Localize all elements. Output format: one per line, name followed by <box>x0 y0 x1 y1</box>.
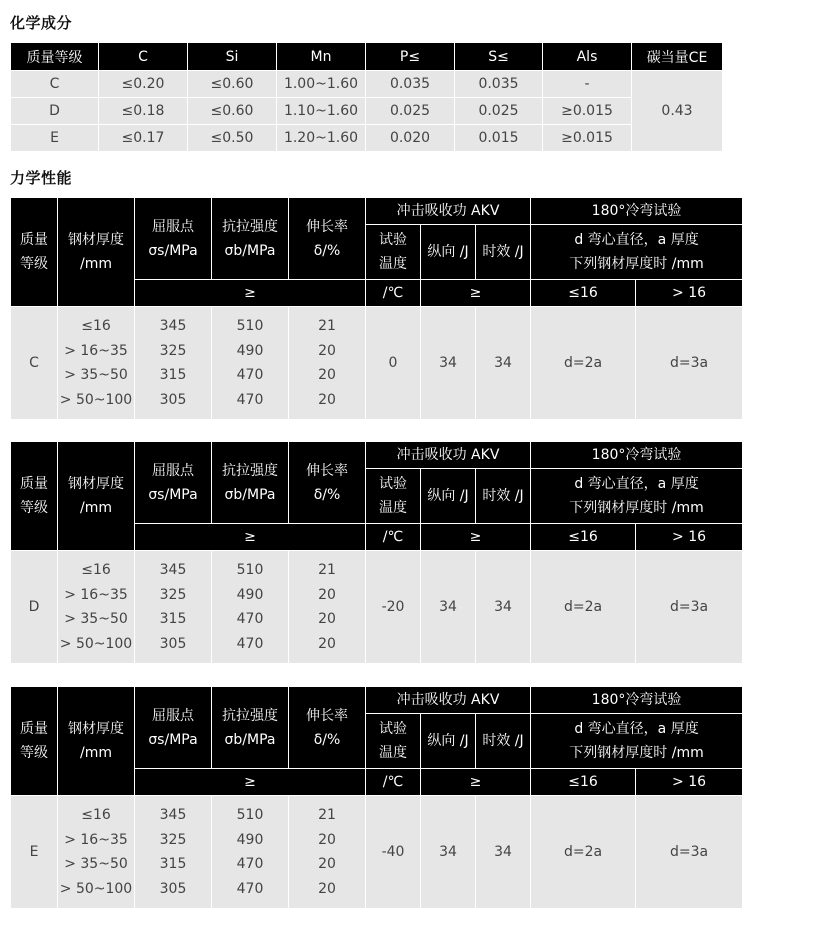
tensile-cell: 510 490 470 470 <box>212 551 289 664</box>
header-elongation: 伸长率 δ/% <box>289 198 366 280</box>
als-cell: - <box>543 71 632 98</box>
c-cell: ≤0.17 <box>99 125 188 152</box>
header-p: P≤ <box>366 43 455 71</box>
grade-cell: D <box>11 551 58 664</box>
header-ge: ≥ <box>135 280 366 307</box>
s-cell: 0.035 <box>455 71 543 98</box>
bend-le16-cell: d=2a <box>531 551 636 664</box>
si-cell: ≤0.50 <box>188 125 277 152</box>
header-cold-bend-test: 180°冷弯试验 <box>531 198 743 225</box>
temperature-cell: 0 <box>366 307 421 420</box>
longitudinal-cell: 34 <box>421 307 476 420</box>
header-ge-impact: ≥ <box>421 280 531 307</box>
als-cell: ≥0.015 <box>543 125 632 152</box>
mechanical-properties-table-0 <box>10 197 743 420</box>
header-bend-description: d 弯心直径，a 厚度 下列钢材厚度时 /mm <box>531 469 743 524</box>
mechanical-properties-table-2 <box>10 686 743 909</box>
header-row <box>11 198 743 225</box>
header-impact-energy: 冲击吸收功 AKV <box>366 442 531 469</box>
temperature-cell: -40 <box>366 796 421 909</box>
header-als: Als <box>543 43 632 71</box>
table-row <box>11 125 723 152</box>
header-elongation: 伸长率 δ/% <box>289 442 366 524</box>
header-elongation: 伸长率 δ/% <box>289 687 366 769</box>
header-row <box>11 442 743 469</box>
p-cell: 0.025 <box>366 98 455 125</box>
mn-cell: 1.00~1.60 <box>277 71 366 98</box>
chemical-header-row <box>11 43 723 71</box>
header-temp-unit: /℃ <box>366 524 421 551</box>
header-temp-unit: /℃ <box>366 769 421 796</box>
header-le16: ≤16 <box>531 524 636 551</box>
header-tensile-strength: 抗拉强度 σb/MPa <box>212 442 289 524</box>
header-ge: ≥ <box>135 769 366 796</box>
header-mn: Mn <box>277 43 366 71</box>
grade-cell: C <box>11 71 99 98</box>
grade-cell: C <box>11 307 58 420</box>
header-gt16: > 16 <box>636 769 743 796</box>
longitudinal-cell: 34 <box>421 796 476 909</box>
header-bend-description: d 弯心直径，a 厚度 下列钢材厚度时 /mm <box>531 225 743 280</box>
header-ge: ≥ <box>135 524 366 551</box>
header-thickness: 钢材厚度 /mm <box>58 198 135 307</box>
elongation-cell: 21 20 20 20 <box>289 796 366 909</box>
header-longitudinal: 纵向 /J <box>421 225 476 280</box>
mechanical-properties-table-1 <box>10 441 743 664</box>
tensile-cell: 510 490 470 470 <box>212 307 289 420</box>
bend-gt16-cell: d=3a <box>636 796 743 909</box>
header-cold-bend-test: 180°冷弯试验 <box>531 442 743 469</box>
table-row <box>11 98 723 125</box>
bend-gt16-cell: d=3a <box>636 307 743 420</box>
header-yield-point: 屈服点 σs/MPa <box>135 198 212 280</box>
mn-cell: 1.10~1.60 <box>277 98 366 125</box>
bend-le16-cell: d=2a <box>531 796 636 909</box>
header-grade: 质量 等级 <box>11 442 58 551</box>
header-ge-impact: ≥ <box>421 524 531 551</box>
yield-cell: 345 325 315 305 <box>135 796 212 909</box>
ce-cell: 0.43 <box>632 71 723 152</box>
header-si: Si <box>188 43 277 71</box>
header-c: C <box>99 43 188 71</box>
header-aging: 时效 /J <box>476 469 531 524</box>
header-longitudinal: 纵向 /J <box>421 714 476 769</box>
header-gt16: > 16 <box>636 524 743 551</box>
p-cell: 0.020 <box>366 125 455 152</box>
si-cell: ≤0.60 <box>188 98 277 125</box>
grade-cell: E <box>11 796 58 909</box>
s-cell: 0.025 <box>455 98 543 125</box>
mechanical-section-title: 力学性能 <box>10 169 73 187</box>
header-test-temperature: 试验 温度 <box>366 714 421 769</box>
grade-cell: E <box>11 125 99 152</box>
header-grade: 质量等级 <box>11 43 99 71</box>
thickness-cell: ≤16 > 16~35 > 35~50 > 50~100 <box>58 551 135 664</box>
grade-cell: D <box>11 98 99 125</box>
header-s: S≤ <box>455 43 543 71</box>
header-aging: 时效 /J <box>476 714 531 769</box>
header-aging: 时效 /J <box>476 225 531 280</box>
p-cell: 0.035 <box>366 71 455 98</box>
aging-cell: 34 <box>476 551 531 664</box>
chemical-composition-table <box>10 42 723 152</box>
elongation-cell: 21 20 20 20 <box>289 307 366 420</box>
c-cell: ≤0.20 <box>99 71 188 98</box>
header-temp-unit: /℃ <box>366 280 421 307</box>
header-test-temperature: 试验 温度 <box>366 225 421 280</box>
header-tensile-strength: 抗拉强度 σb/MPa <box>212 198 289 280</box>
header-yield-point: 屈服点 σs/MPa <box>135 687 212 769</box>
header-le16: ≤16 <box>531 280 636 307</box>
header-test-temperature: 试验 温度 <box>366 469 421 524</box>
header-gt16: > 16 <box>636 280 743 307</box>
header-grade: 质量 等级 <box>11 687 58 796</box>
header-ge-impact: ≥ <box>421 769 531 796</box>
header-impact-energy: 冲击吸收功 AKV <box>366 198 531 225</box>
header-tensile-strength: 抗拉强度 σb/MPa <box>212 687 289 769</box>
thickness-cell: ≤16 > 16~35 > 35~50 > 50~100 <box>58 307 135 420</box>
header-bend-description: d 弯心直径，a 厚度 下列钢材厚度时 /mm <box>531 714 743 769</box>
header-row <box>11 687 743 714</box>
header-ce: 碳当量CE <box>632 43 723 71</box>
longitudinal-cell: 34 <box>421 551 476 664</box>
aging-cell: 34 <box>476 796 531 909</box>
chemical-section-title: 化学成分 <box>10 14 73 32</box>
elongation-cell: 21 20 20 20 <box>289 551 366 664</box>
thickness-cell: ≤16 > 16~35 > 35~50 > 50~100 <box>58 796 135 909</box>
yield-cell: 345 325 315 305 <box>135 551 212 664</box>
header-yield-point: 屈服点 σs/MPa <box>135 442 212 524</box>
s-cell: 0.015 <box>455 125 543 152</box>
header-le16: ≤16 <box>531 769 636 796</box>
c-cell: ≤0.18 <box>99 98 188 125</box>
table-row <box>11 551 743 664</box>
header-grade: 质量 等级 <box>11 198 58 307</box>
header-cold-bend-test: 180°冷弯试验 <box>531 687 743 714</box>
temperature-cell: -20 <box>366 551 421 664</box>
si-cell: ≤0.60 <box>188 71 277 98</box>
header-longitudinal: 纵向 /J <box>421 469 476 524</box>
aging-cell: 34 <box>476 307 531 420</box>
tensile-cell: 510 490 470 470 <box>212 796 289 909</box>
header-thickness: 钢材厚度 /mm <box>58 687 135 796</box>
bend-le16-cell: d=2a <box>531 307 636 420</box>
table-row <box>11 71 723 98</box>
mn-cell: 1.20~1.60 <box>277 125 366 152</box>
table-row <box>11 796 743 909</box>
bend-gt16-cell: d=3a <box>636 551 743 664</box>
table-row <box>11 307 743 420</box>
yield-cell: 345 325 315 305 <box>135 307 212 420</box>
als-cell: ≥0.015 <box>543 98 632 125</box>
header-thickness: 钢材厚度 /mm <box>58 442 135 551</box>
header-impact-energy: 冲击吸收功 AKV <box>366 687 531 714</box>
